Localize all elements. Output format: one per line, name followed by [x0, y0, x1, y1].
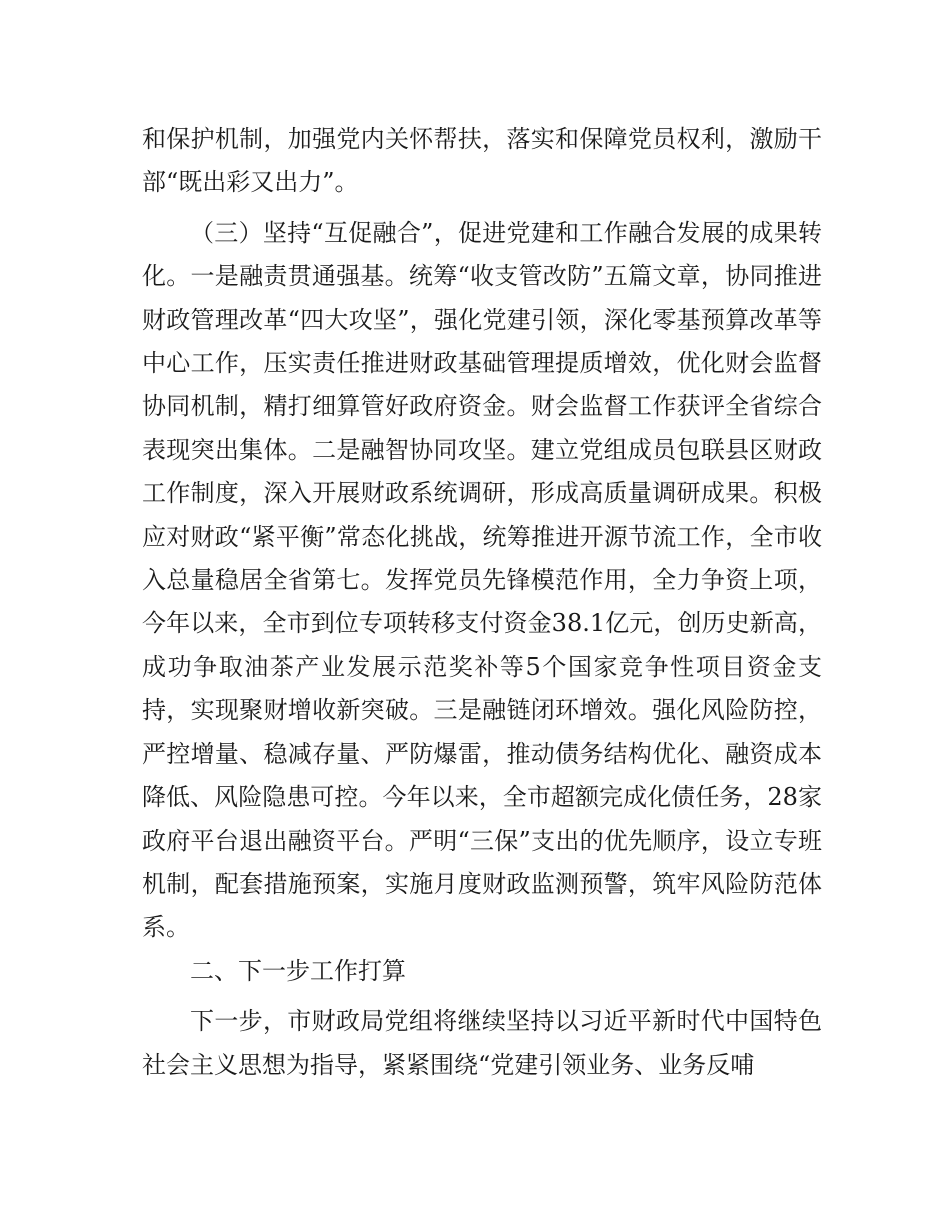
paragraph-next-steps: 下一步，市财政局党组将继续坚持以习近平新时代中国特色社会主义思想为指导，紧紧围绕“党建引领业务、业务反哺	[142, 1007, 822, 1079]
section-heading-next-steps: 二、下一步工作打算	[190, 956, 406, 985]
document-body	[142, 118, 822, 1087]
paragraph-continuation: 和保护机制，加强党内关怀帮扶，落实和保障党员权利，激励干部“既出彩又出力”。	[142, 125, 822, 197]
paragraph-section-three: （三）坚持“互促融合”，促进党建和工作融合发展的成果转化。一是融责贯通强基。统筹“收支管改防”五篇文章，协同推进财政管理改革“四大攻坚”，强化党建引领，深化零基预算改革等中心工作，压实责任推进财政基础管理提质增效，优化财会监督协同机制，精打细算管好政府资金。财会监督工作获评全省综合表现突出集体。二是融智协同攻坚。建立党组成员包联县区财政工作制度，深入开展财政系统调研，形成高质量调研成果。积极应对财政“紧平衡”常态化挑战，统筹推进开源节流工作，全市收入总量稳居全省第七。发挥党员先锋模范作用，全力争资上项，今年以来，全市到位专项转移支付资金38.1亿元，创历史新高，成功争取油茶产业发展示范奖补等5个国家竞争性项目资金支持，实现聚财增收新突破。三是融链闭环增效。强化风险防控，严控增量、稳减存量、严防爆雷，推动债务结构优化、融资成本降低、风险隐患可控。今年以来，全市超额完成化债任务，28家政府平台退出融资平台。严明“三保”支出的优先顺序，设立专班机制，配套措施预案，实施月度财政监测预警，筑牢风险防范体系。	[142, 218, 822, 942]
